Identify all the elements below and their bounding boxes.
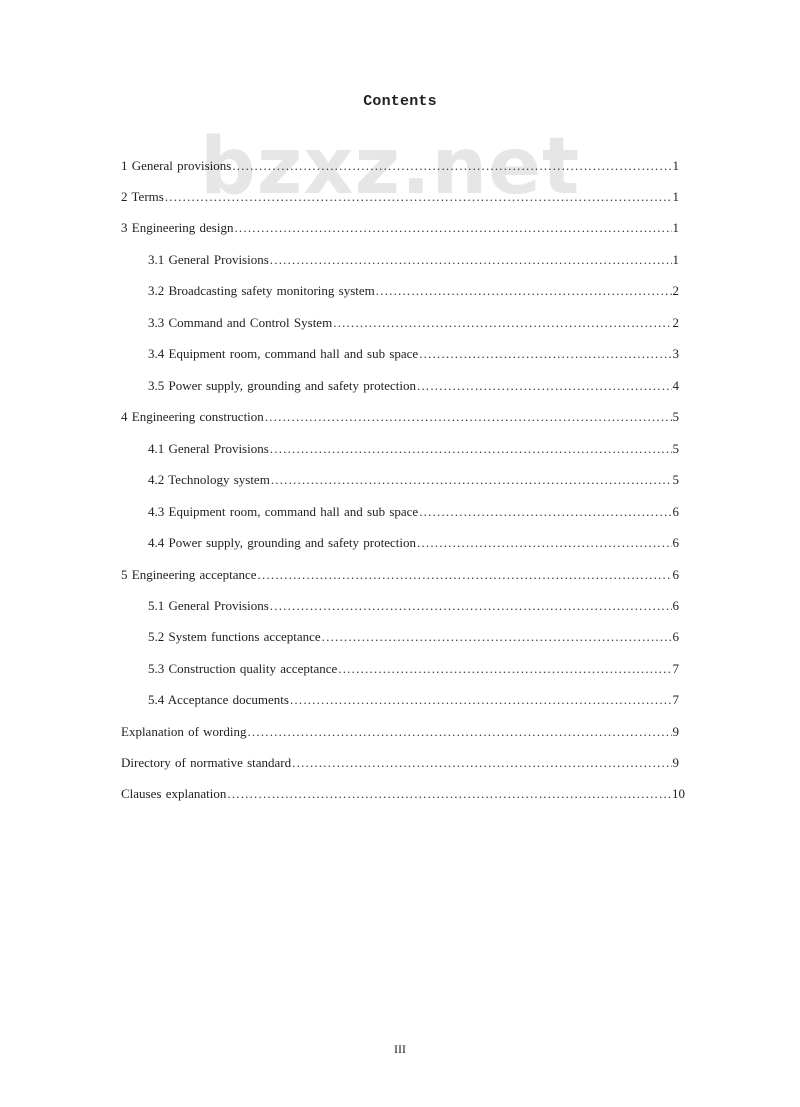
toc-entry[interactable] — [121, 220, 679, 238]
toc-entry-page: 7 — [672, 661, 679, 676]
toc-entry-label: 4.3 Equipment room, command hall and sub space — [148, 504, 419, 519]
toc-entry[interactable] — [148, 535, 679, 553]
toc-entry-label: 3.2 Broadcasting safety monitoring system — [148, 283, 375, 298]
toc-entry[interactable] — [148, 252, 679, 270]
toc-dot-leader — [333, 315, 671, 331]
toc-entry[interactable] — [121, 567, 679, 585]
toc-entry[interactable] — [148, 378, 679, 396]
toc-entry[interactable] — [148, 692, 679, 710]
toc-entry-page: 5 — [672, 409, 679, 424]
toc-entry[interactable] — [121, 409, 679, 427]
toc-entry-label: 4.1 General Provisions — [148, 441, 269, 456]
toc-dot-leader — [270, 598, 672, 614]
toc-dot-leader — [265, 409, 672, 425]
toc-dot-leader — [271, 472, 672, 488]
page-number: III — [394, 1042, 406, 1056]
toc-entry[interactable] — [148, 472, 679, 490]
toc-entry-page: 5 — [672, 472, 679, 487]
toc-entry-label: 5 Engineering acceptance — [121, 567, 257, 582]
watermark: bzxz.net — [200, 122, 581, 212]
toc-dot-leader — [419, 504, 671, 520]
toc-dot-leader — [258, 567, 672, 583]
toc-entry[interactable] — [148, 661, 679, 679]
toc-entry[interactable] — [148, 504, 679, 522]
toc-entry-label: 1 General provisions — [121, 158, 232, 173]
toc-entry-label: 3.5 Power supply, grounding and safety protection — [148, 378, 416, 393]
toc-entry-page: 6 — [672, 629, 679, 644]
toc-dot-leader — [232, 158, 671, 174]
toc-entry-label: 5.2 System functions acceptance — [148, 629, 321, 644]
toc-entry-page: 6 — [672, 598, 679, 613]
toc-entry[interactable] — [148, 283, 679, 301]
toc-entry-page: 2 — [672, 283, 679, 298]
toc-entry[interactable] — [121, 189, 679, 207]
toc-entry-page: 2 — [672, 315, 679, 330]
toc-entry[interactable] — [121, 724, 679, 742]
toc-entry-label: 3.1 General Provisions — [148, 252, 269, 267]
toc-entry[interactable] — [121, 755, 679, 773]
toc-entry-label: Explanation of wording — [121, 724, 247, 739]
toc-dot-leader — [290, 692, 672, 708]
toc-entry-page: 5 — [672, 441, 679, 456]
toc-entry-label: 4.2 Technology system — [148, 472, 270, 487]
toc-entry-page: 1 — [672, 252, 679, 267]
toc-entry-page: 1 — [672, 158, 679, 173]
toc-dot-leader — [247, 724, 671, 740]
toc-entry-label: Clauses explanation — [121, 786, 227, 801]
toc-entry[interactable] — [148, 441, 679, 459]
toc-entry-label: 3.4 Equipment room, command hall and sub space — [148, 346, 419, 361]
toc-entry-label: Directory of normative standard — [121, 755, 292, 770]
toc-entry-page: 3 — [672, 346, 679, 361]
toc-entry-page: 7 — [672, 692, 679, 707]
toc-entry-page: 6 — [672, 535, 679, 550]
toc-dot-leader — [270, 252, 672, 268]
toc-dot-leader — [376, 283, 672, 299]
toc-dot-leader — [338, 661, 671, 677]
toc-entry-label: 4 Engineering construction — [121, 409, 264, 424]
toc-entry-page: 1 — [672, 189, 679, 204]
toc-entry-label: 3.3 Command and Control System — [148, 315, 333, 330]
toc-entry-page: 9 — [672, 724, 679, 739]
toc-dot-leader — [417, 378, 672, 394]
toc-entry-label: 5.3 Construction quality acceptance — [148, 661, 338, 676]
toc-entry-label: 5.4 Acceptance documents — [148, 692, 289, 707]
toc-entry-page: 6 — [672, 504, 679, 519]
toc-entry[interactable] — [148, 346, 679, 364]
toc-dot-leader — [417, 535, 672, 551]
page-title: Contents — [363, 93, 437, 110]
toc-dot-leader — [165, 189, 672, 205]
toc-dot-leader — [292, 755, 671, 771]
toc-entry-page: 1 — [672, 220, 679, 235]
toc-entry-page: 9 — [672, 755, 679, 770]
toc-entry[interactable] — [148, 315, 679, 333]
toc-entry-page: 10 — [672, 786, 685, 801]
toc-dot-leader — [322, 629, 672, 645]
toc-entry-label: 4.4 Power supply, grounding and safety protection — [148, 535, 416, 550]
toc-entry-label: 5.1 General Provisions — [148, 598, 269, 613]
toc-dot-leader — [419, 346, 671, 362]
toc-dot-leader — [227, 786, 671, 802]
toc-dot-leader — [234, 220, 671, 236]
toc-entry-label: 2 Terms — [121, 189, 164, 204]
toc-entry[interactable] — [121, 786, 685, 804]
toc-entry[interactable] — [148, 629, 679, 647]
toc-entry[interactable] — [148, 598, 679, 616]
toc-dot-leader — [270, 441, 672, 457]
toc-entry-page: 6 — [672, 567, 679, 582]
toc-entry-page: 4 — [672, 378, 679, 393]
toc-entry[interactable] — [121, 158, 679, 176]
toc-entry-label: 3 Engineering design — [121, 220, 234, 235]
